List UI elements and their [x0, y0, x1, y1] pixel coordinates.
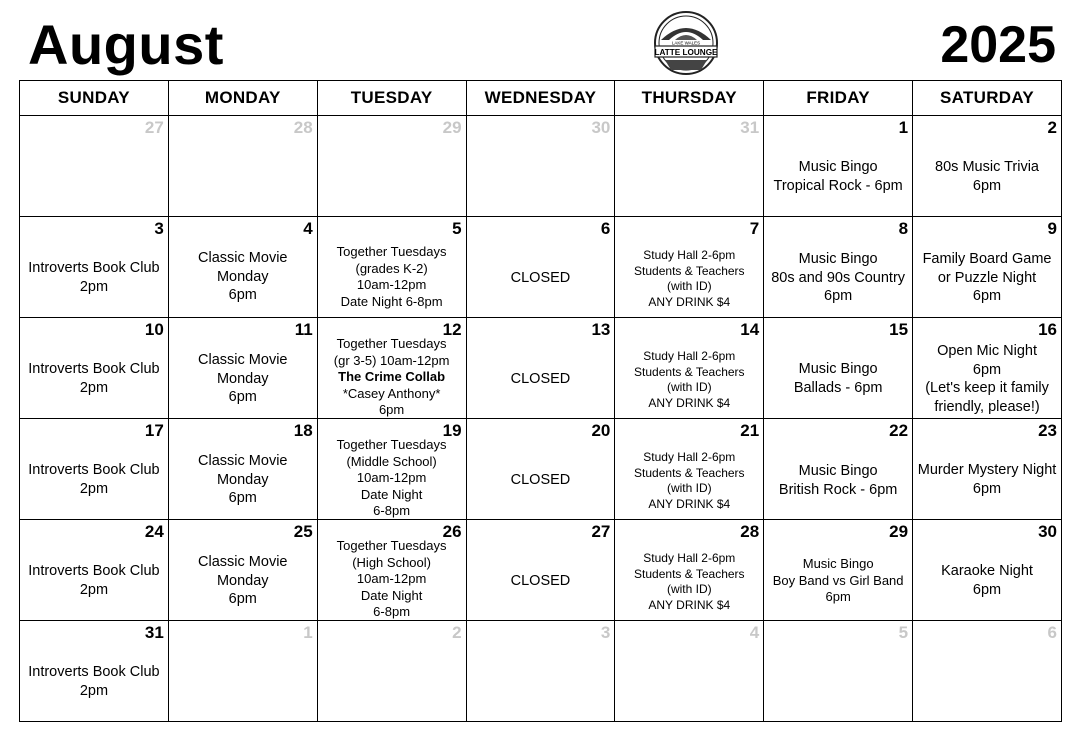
event-line: British Rock - 6pm [778, 481, 898, 498]
week-row [20, 318, 1062, 419]
day-number: 12 [442, 320, 462, 339]
event-line: 6-8pm [373, 503, 411, 518]
event-line: Together Tuesdays [336, 437, 447, 452]
latte-lounge-logo [649, 10, 723, 76]
event-line: Murder Mystery Night [917, 462, 1057, 478]
event-text [21, 663, 167, 700]
event-line: 6pm [228, 389, 257, 405]
event-line: 6pm [378, 402, 405, 417]
event-text [170, 249, 316, 305]
event-line: friendly, please!) [934, 398, 1040, 415]
event-line: Introverts Book Club [28, 664, 160, 680]
event-line: Classic Movie [198, 554, 288, 570]
event-line: *Casey Anthony* [342, 385, 441, 401]
day-number: 17 [144, 421, 164, 440]
day-cell[interactable] [20, 217, 169, 318]
event-line: 6pm [972, 177, 1002, 194]
event-line: 6pm [228, 287, 257, 303]
day-number: 2 [1047, 118, 1057, 137]
day-cell[interactable] [168, 520, 317, 621]
day-number: 6 [1047, 623, 1057, 642]
event-line: CLOSED [510, 270, 571, 286]
event-text [765, 360, 911, 397]
event-line: Introverts Book Club [28, 563, 160, 579]
day-number: 11 [294, 320, 313, 339]
event-line: Study Hall 2-6pm [643, 450, 736, 464]
event-text [616, 450, 762, 512]
day-number: 27 [144, 118, 164, 137]
day-cell[interactable] [764, 621, 913, 722]
event-line: (grades K-2) [355, 260, 428, 276]
week-row [20, 621, 1062, 722]
event-text [319, 437, 465, 520]
event-line: 6pm [825, 589, 851, 604]
day-cell[interactable] [466, 621, 615, 722]
event-line: Music Bingo [802, 556, 874, 571]
event-text [468, 269, 614, 288]
event-line: CLOSED [510, 472, 571, 488]
event-line: ANY DRINK $4 [648, 597, 731, 612]
day-cell[interactable] [317, 520, 466, 621]
day-cell[interactable] [466, 217, 615, 318]
event-line: Study Hall 2-6pm [643, 349, 736, 363]
event-text [468, 572, 614, 591]
day-number: 1 [303, 623, 313, 642]
day-number: 14 [740, 320, 760, 339]
day-number: 29 [442, 118, 462, 137]
weekday-monday: MONDAY [168, 81, 317, 116]
event-text [170, 452, 316, 508]
day-cell[interactable] [168, 621, 317, 722]
event-line: Classic Movie [198, 352, 288, 368]
day-cell[interactable] [764, 318, 913, 419]
event-line: Monday [216, 572, 269, 589]
event-line: CLOSED [510, 573, 571, 589]
weekday-tuesday: TUESDAY [317, 81, 466, 116]
event-text [616, 551, 762, 613]
event-line: 2pm [79, 581, 109, 598]
week-row [20, 116, 1062, 217]
event-line: Date Night 6-8pm [340, 293, 443, 309]
day-number: 6 [600, 219, 611, 238]
event-text [765, 556, 911, 606]
day-number: 26 [442, 522, 462, 541]
day-cell[interactable] [615, 419, 764, 520]
day-number: 16 [1038, 320, 1057, 339]
day-cell[interactable] [913, 116, 1062, 217]
event-line: (with ID) [666, 582, 712, 596]
event-text [914, 342, 1060, 416]
day-cell[interactable] [764, 419, 913, 520]
day-number: 29 [889, 522, 909, 541]
day-number: 23 [1038, 421, 1057, 440]
event-line: (gr 3-5) 10am-12pm [333, 352, 450, 368]
day-number: 3 [600, 623, 611, 642]
event-line: Date Night [360, 486, 423, 502]
day-cell[interactable] [615, 520, 764, 621]
event-text [468, 471, 614, 490]
event-text [21, 562, 167, 599]
day-number: 19 [442, 421, 462, 440]
day-number: 8 [898, 219, 909, 238]
event-line: or Puzzle Night [937, 269, 1037, 286]
event-line: Classic Movie [198, 250, 288, 266]
event-line: 6pm [972, 581, 1002, 598]
event-text [616, 349, 762, 411]
event-line: Music Bingo [798, 159, 878, 175]
event-text [914, 562, 1060, 599]
event-line: Together Tuesdays [336, 336, 447, 351]
event-text [616, 248, 762, 310]
event-line: Students & Teachers [634, 566, 745, 581]
day-cell[interactable] [466, 419, 615, 520]
event-line: Introverts Book Club [28, 260, 160, 276]
event-line: 2pm [79, 480, 109, 497]
event-line: Karaoke Night [941, 563, 1033, 579]
event-line: Music Bingo [798, 463, 878, 479]
event-line: 10am-12pm [356, 470, 427, 485]
event-text [765, 462, 911, 499]
event-line: ANY DRINK $4 [648, 395, 731, 410]
day-cell[interactable] [764, 520, 913, 621]
day-cell[interactable] [317, 318, 466, 419]
day-number: 24 [144, 522, 164, 541]
event-line: Introverts Book Club [28, 462, 160, 478]
day-number: 30 [1038, 522, 1057, 541]
day-number: 25 [293, 522, 313, 541]
event-line: (High School) [352, 554, 431, 570]
day-number: 4 [749, 623, 760, 642]
event-line: 2pm [79, 682, 109, 699]
event-line: Music Bingo [798, 361, 878, 377]
event-line: 6pm [824, 288, 853, 304]
day-cell[interactable] [317, 217, 466, 318]
event-line: 2pm [79, 379, 109, 396]
day-number: 5 [898, 623, 909, 642]
day-number: 31 [740, 118, 760, 137]
logo-name-text: LATTE LOUNGE [654, 48, 718, 57]
day-cell[interactable] [764, 116, 913, 217]
day-cell[interactable] [20, 318, 169, 419]
day-number: 30 [591, 118, 611, 137]
event-line: 2pm [79, 278, 109, 295]
day-number: 20 [591, 421, 611, 440]
event-line: Classic Movie [198, 453, 288, 469]
day-cell[interactable] [466, 318, 615, 419]
event-line: Introverts Book Club [28, 361, 160, 377]
event-line: 6-8pm [373, 604, 411, 619]
day-cell[interactable] [615, 116, 764, 217]
day-cell[interactable] [615, 621, 764, 722]
day-cell[interactable] [168, 217, 317, 318]
event-line: Monday [216, 268, 269, 285]
week-row [20, 419, 1062, 520]
event-text [170, 553, 316, 609]
day-cell[interactable] [913, 621, 1062, 722]
event-text [319, 244, 465, 310]
event-text [21, 461, 167, 498]
event-line: 6pm [972, 361, 1002, 378]
weekday-friday: FRIDAY [764, 81, 913, 116]
day-cell[interactable] [913, 520, 1062, 621]
event-line: Open Mic Night [937, 343, 1037, 359]
weekday-sunday: SUNDAY [20, 81, 169, 116]
event-line: 6pm [228, 490, 257, 506]
calendar-grid [19, 80, 1062, 722]
event-line: Boy Band vs Girl Band [772, 572, 904, 588]
day-cell[interactable] [615, 217, 764, 318]
day-number: 5 [452, 219, 462, 238]
day-cell[interactable] [20, 116, 169, 217]
day-cell[interactable] [168, 116, 317, 217]
event-text [765, 158, 911, 195]
event-line: (with ID) [666, 279, 712, 293]
event-line: 6pm [228, 591, 257, 607]
event-line: Students & Teachers [634, 263, 745, 278]
event-line: (Middle School) [346, 453, 437, 469]
day-number: 13 [591, 320, 611, 339]
event-text [914, 461, 1060, 498]
event-line: 80s and 90s Country [771, 269, 906, 286]
event-text [21, 360, 167, 397]
weekday-thursday: THURSDAY [615, 81, 764, 116]
day-number: 7 [749, 219, 760, 238]
event-line: (with ID) [666, 481, 712, 495]
event-text [765, 250, 911, 306]
event-line: Tropical Rock - 6pm [773, 177, 903, 194]
event-text [170, 351, 316, 407]
event-text [319, 336, 465, 419]
event-line: 6pm [972, 480, 1002, 497]
day-number: 22 [889, 421, 909, 440]
day-cell[interactable] [615, 318, 764, 419]
day-cell[interactable] [20, 520, 169, 621]
event-line: 80s Music Trivia [935, 159, 1039, 175]
day-cell[interactable] [913, 318, 1062, 419]
event-line: Date Night [360, 587, 423, 603]
day-number: 1 [898, 118, 909, 137]
event-line: 6pm [972, 288, 1002, 304]
event-line: Study Hall 2-6pm [643, 551, 736, 565]
event-line: ANY DRINK $4 [648, 294, 731, 309]
day-cell[interactable] [913, 217, 1062, 318]
day-cell[interactable] [168, 318, 317, 419]
weekday-saturday: SATURDAY [913, 81, 1062, 116]
day-cell[interactable] [466, 520, 615, 621]
day-number: 18 [293, 421, 313, 440]
event-text [21, 259, 167, 296]
event-text [914, 250, 1060, 306]
day-cell[interactable] [20, 621, 169, 722]
event-line: 10am-12pm [356, 277, 427, 292]
event-text [319, 538, 465, 621]
event-line: Together Tuesdays [336, 244, 447, 259]
day-cell[interactable] [466, 116, 615, 217]
event-line: The Crime Collab [338, 369, 446, 384]
day-number: 2 [452, 623, 462, 642]
day-number: 21 [740, 421, 760, 440]
logo-top-text: LAKE WALES [671, 40, 701, 46]
day-number: 9 [1047, 219, 1057, 238]
day-number: 31 [144, 623, 164, 642]
day-cell[interactable] [913, 419, 1062, 520]
day-number: 10 [144, 320, 164, 339]
event-line: (with ID) [666, 380, 712, 394]
event-line: (Let's keep it family [925, 380, 1049, 396]
event-line: Ballads - 6pm [793, 379, 883, 396]
day-number: 28 [740, 522, 760, 541]
day-number: 3 [154, 219, 164, 238]
event-line: Together Tuesdays [336, 538, 447, 553]
day-cell[interactable] [764, 217, 913, 318]
event-line: Students & Teachers [634, 465, 745, 480]
day-cell[interactable] [317, 621, 466, 722]
day-cell[interactable] [317, 116, 466, 217]
month-title: August [28, 13, 224, 76]
day-number: 28 [293, 118, 313, 137]
weekday-wednesday: WEDNESDAY [466, 81, 615, 116]
day-number: 27 [591, 522, 611, 541]
event-line: Study Hall 2-6pm [643, 248, 736, 262]
day-number: 15 [889, 320, 909, 339]
day-cell[interactable] [168, 419, 317, 520]
event-line: Monday [216, 471, 269, 488]
day-cell[interactable] [317, 419, 466, 520]
event-line: ANY DRINK $4 [648, 496, 731, 511]
event-text [914, 158, 1060, 195]
day-cell[interactable] [20, 419, 169, 520]
event-line: Monday [216, 370, 269, 387]
weekday-header-row [20, 81, 1062, 116]
week-row [20, 217, 1062, 318]
week-row [20, 520, 1062, 621]
year-title: 2025 [940, 16, 1056, 74]
event-line: Family Board Game [922, 251, 1052, 267]
event-line: 10am-12pm [356, 571, 427, 586]
event-line: CLOSED [510, 371, 571, 387]
event-line: Students & Teachers [634, 364, 745, 379]
event-text [468, 370, 614, 389]
day-number: 4 [303, 219, 313, 238]
event-line: Music Bingo [798, 251, 878, 267]
